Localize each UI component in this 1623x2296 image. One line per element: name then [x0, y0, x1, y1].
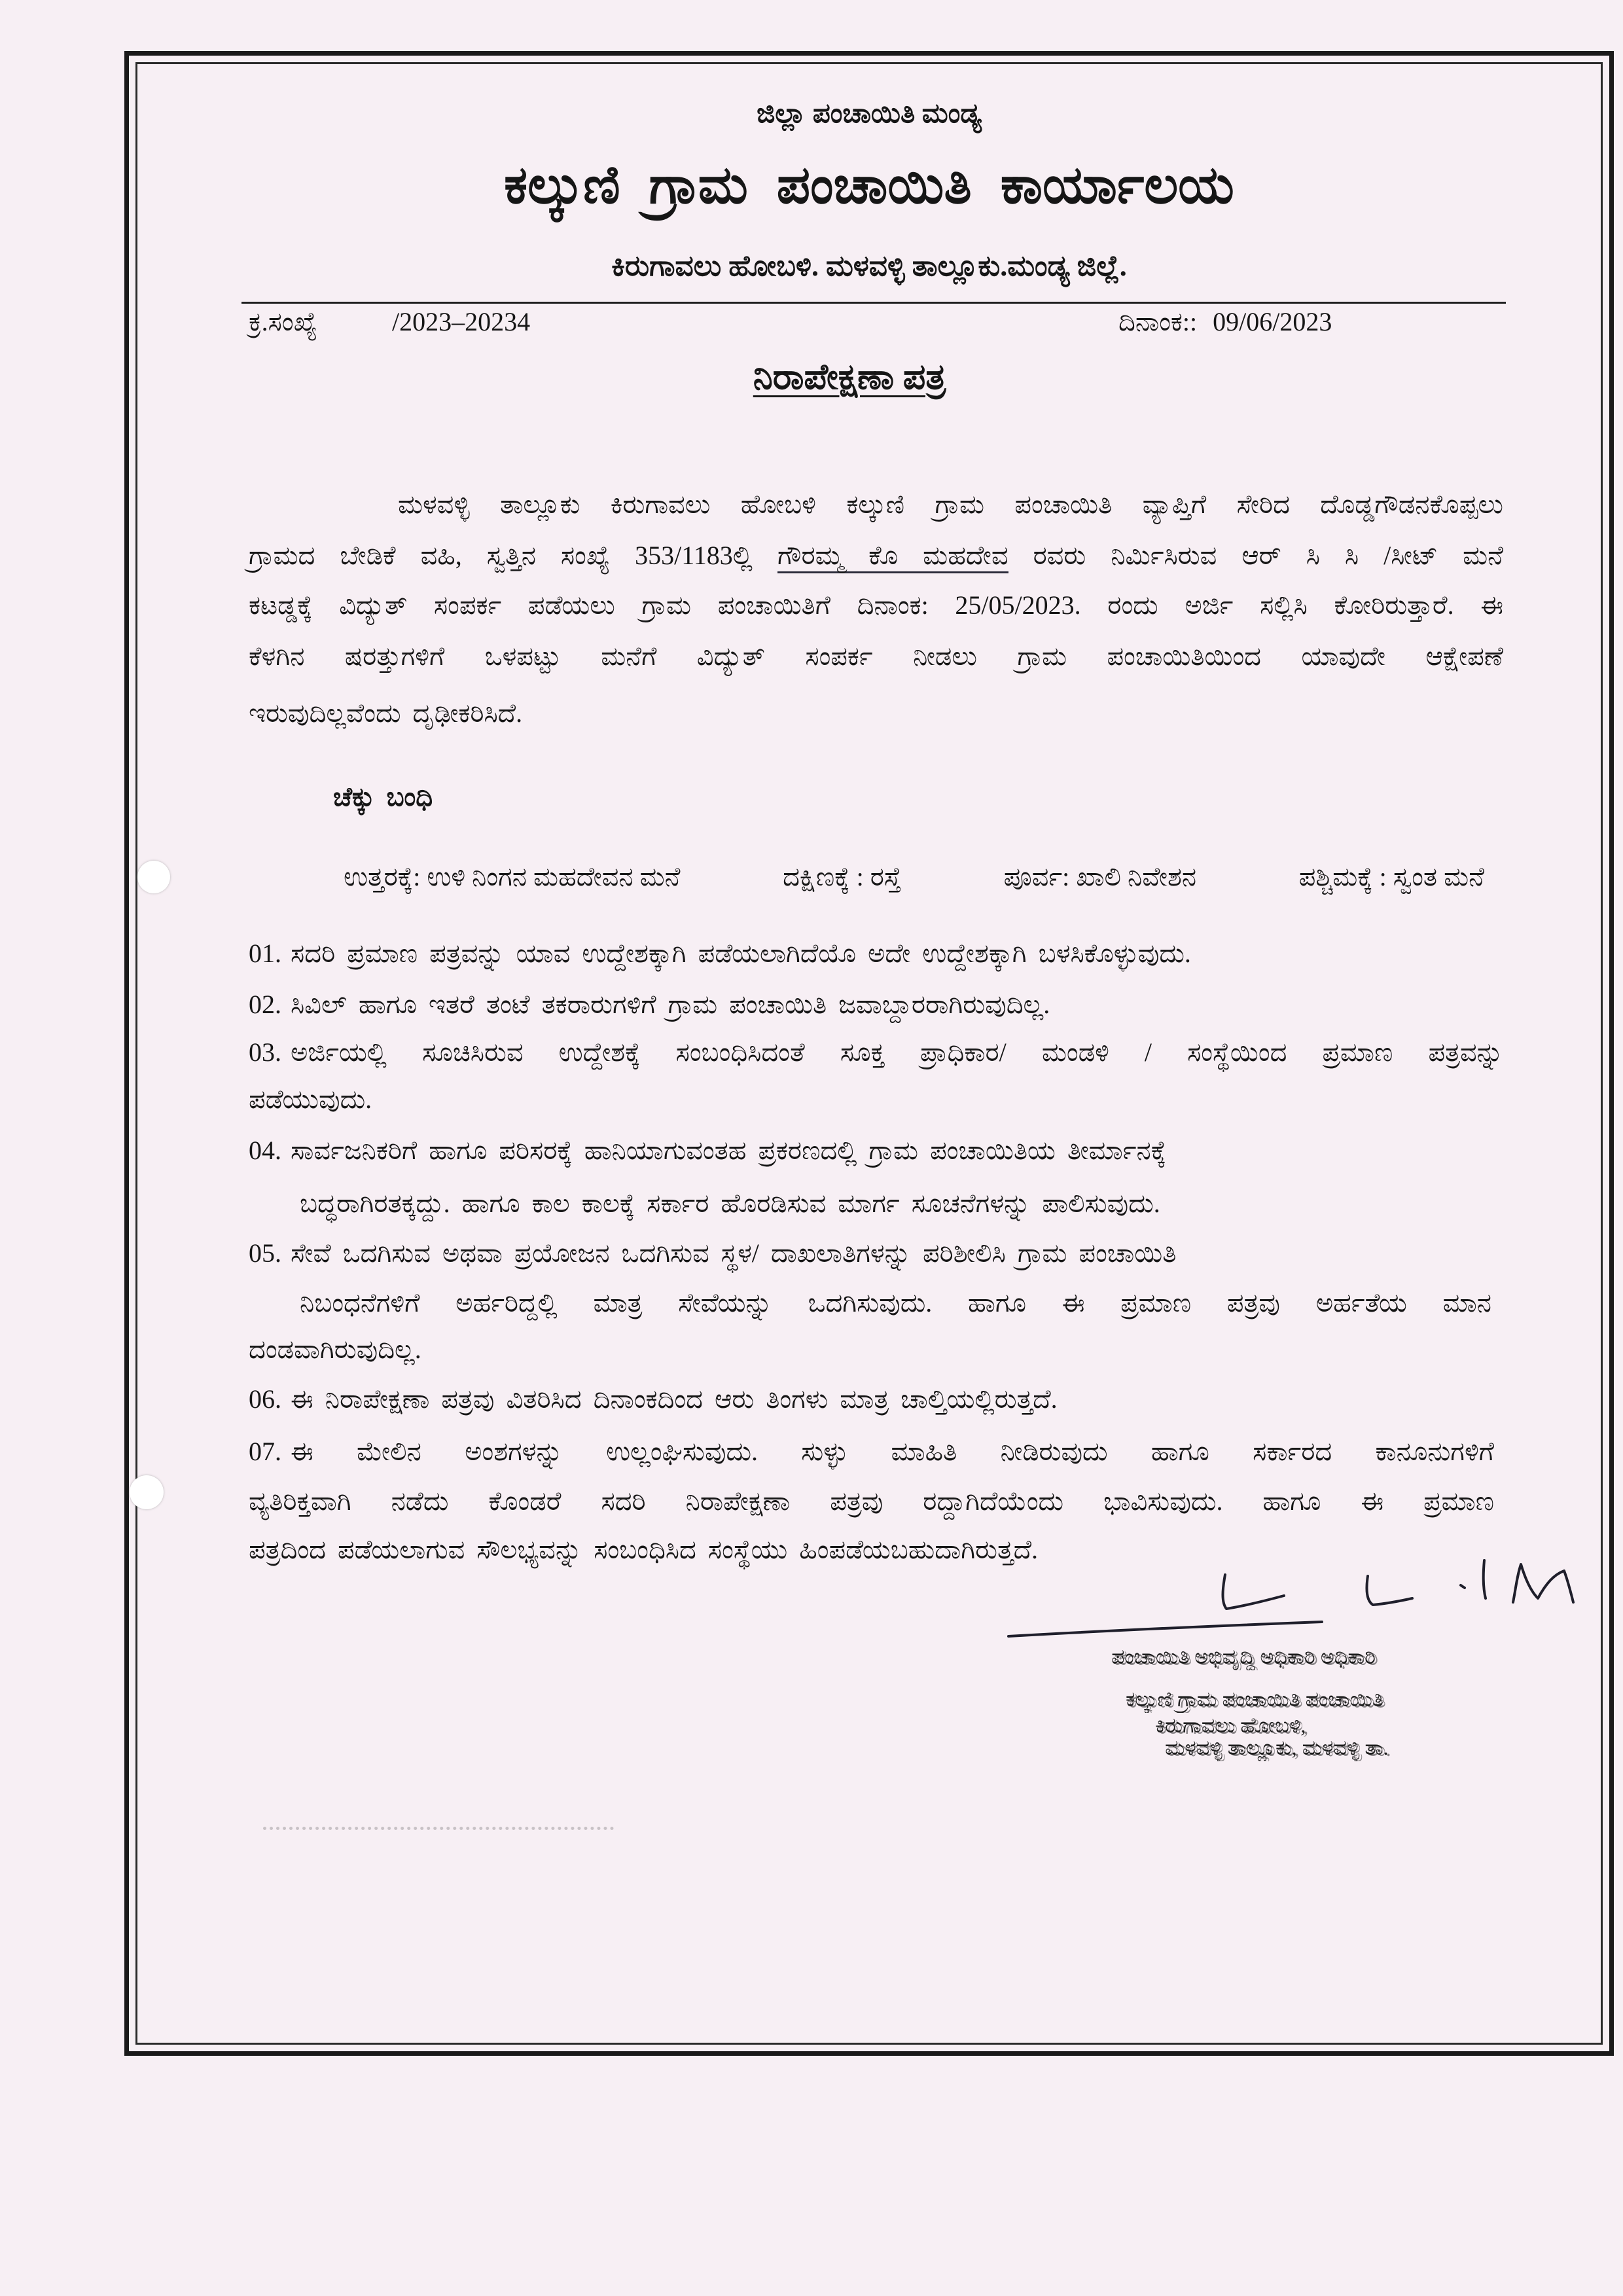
signature-stroke [1513, 1564, 1573, 1602]
date-label: ದಿನಾಂಕ:: [1118, 307, 1198, 336]
office-address: ಕಿರುಗಾವಲು ಹೋಬಳಿ. ಮಳವಳ್ಳಿ ತಾಲ್ಲೂಕು.ಮಂಡ್ಯ ಜಿಲ್ಲೆ. [611, 250, 1127, 282]
condition-text: ಅರ್ಜಿಯಲ್ಲಿ ಸೂಚಿಸಿರುವ ಉದ್ದೇಶಕ್ಕೆ ಸಂಬಂಧಿಸಿದಂತೆ ಸೂಕ್ತ ಪ್ರಾಧಿಕಾರ/ ಮಂಡಳಿ / ಸಂಸ್ಥೆಯಿಂದ ಪ್ರಮಾಣ ಪತ್ರವನ್ನು [291, 1037, 1503, 1067]
office-title: ಕಲ್ಕುಣಿ ಗ್ರಾಮ ಪಂಚಾಯಿತಿ ಕಾರ್ಯಾಲಯ [504, 157, 1234, 215]
condition-05 [249, 1236, 1494, 1270]
condition-text: ಈ ನಿರಾಪೇಕ್ಷಣಾ ಪತ್ರವು ವಿತರಿಸಿದ ದಿನಾಂಕದಿಂದ ಆರು ತಿಂಗಳು ಮಾತ್ರ ಚಾಲ್ತಿಯಲ್ಲಿರುತ್ತದೆ. [291, 1384, 1058, 1414]
condition-text: ಸಾರ್ವಜನಿಕರಿಗೆ ಹಾಗೂ ಪರಿಸರಕ್ಕೆ ಹಾನಿಯಾಗುವಂತಹ ಪ್ರಕರಣದಲ್ಲಿ ಗ್ರಾಮ ಪಂಚಾಯಿತಿಯ ತೀರ್ಮಾನಕ್ಕೆ [291, 1136, 1167, 1165]
condition-07-continued: ವ್ಯತಿರಿಕ್ತವಾಗಿ ನಡೆದು ಕೊಂಡರೆ ಸದರಿ ನಿರಾಪೇಕ್ಷಣಾ ಪತ್ರವು ರದ್ದಾಗಿದೆಯೆಂದು ಭಾವಿಸುವುದು. ಹಾಗೂ ಈ ಪ್ರಮಾಣ [249, 1486, 1494, 1516]
body-line-2 [249, 539, 1503, 573]
condition-07 [249, 1435, 1494, 1469]
signature-stroke [1367, 1576, 1412, 1605]
body-line-2-suffix: ರವರು ನಿರ್ಮಿಸಿರುವ ಆರ್ ಸಿ ಸಿ /ಸೀಟ್ ಮನೆ [1033, 541, 1504, 570]
stamp-line-hobli: ಕಿರುಗಾವಲು ಹೋಬಳಿ, [1155, 1713, 1306, 1737]
condition-03-continued: ಪಡೆಯುವುದು. [249, 1085, 372, 1114]
condition-number: 04. [249, 1136, 281, 1165]
condition-number: 02. [249, 990, 281, 1019]
punch-hole [137, 861, 170, 893]
condition-01 [249, 937, 1494, 971]
reference-number [249, 305, 317, 339]
condition-text: ಸೇವೆ ಒದಗಿಸುವ ಅಥವಾ ಪ್ರಯೋಜನ ಒದಗಿಸುವ ಸ್ಥಳ/ ದಾಖಲಾತಿಗಳನ್ನು ಪರಿಶೀಲಿಸಿ ಗ್ರಾಮ ಪಂಚಾಯಿತಿ [291, 1238, 1177, 1268]
condition-05-continued-2: ದಂಡವಾಗಿರುವುದಿಲ್ಲ. [249, 1335, 421, 1364]
condition-number: 06. [249, 1384, 281, 1414]
stamp-line-designation: ಪಂಚಾಯಿತಿ ಅಭಿವೃದ್ಧಿ ಅಧಿಕಾರಿ ಅಧಿಕಾರಿ [1111, 1645, 1376, 1668]
boundary-south: ದಕ್ಷಿಣಕ್ಕೆ : ರಸ್ತೆ [783, 862, 902, 891]
document-title [654, 354, 1044, 400]
signature [982, 1538, 1603, 1656]
condition-number: 05. [249, 1238, 281, 1268]
condition-number: 03. [249, 1037, 281, 1067]
condition-03 [249, 1035, 1503, 1069]
condition-text: ಈ ಮೇಲಿನ ಅಂಶಗಳನ್ನು ಉಲ್ಲಂಘಿಸುವುದು. ಸುಳ್ಳು ಮಾಹಿತಿ ನೀಡಿರುವುದು ಹಾಗೂ ಸರ್ಕಾರದ ಕಾನೂನುಗಳಿಗೆ [291, 1437, 1494, 1466]
boundary-west: ಪಶ್ಚಿಮಕ್ಕೆ : ಸ್ವಂತ ಮನೆ [1298, 862, 1484, 891]
scan-smudge [263, 1827, 614, 1830]
document-title-text: ನಿರಾಪೇಕ್ಷಣಾ ಪತ್ರ [753, 357, 946, 397]
boundary-east: ಪೂರ್ವ: ಖಾಲಿ ನಿವೇಶನ [1003, 862, 1197, 891]
condition-04 [249, 1134, 1494, 1168]
condition-number: 07. [249, 1437, 281, 1466]
stamp-line-taluk: ಮಳವಳ್ಳಿ ತಾಲ್ಲೂಕು, ಮಳವಳ್ಳಿ ತಾ. [1165, 1736, 1389, 1759]
header-divider [241, 302, 1506, 304]
boundaries-heading: ಚೆಕ್ಕು ಬಂಧಿ [333, 782, 433, 812]
stamp-line-office: ಕಲ್ಕುಣಿ ಗ್ರಾಮ ಪಂಚಾಯಿತಿ ಪಂಚಾಯಿತಿ [1126, 1687, 1383, 1711]
condition-05-continued: ನಿಬಂಧನೆಗಳಿಗೆ ಅರ್ಹರಿದ್ದಲ್ಲಿ ಮಾತ್ರ ಸೇವೆಯನ್ನು ಒದಗಿಸುವುದು. ಹಾಗೂ ಈ ಪ್ರಮಾಣ ಪತ್ರವು ಅರ್ಹತೆಯ ಮಾನ [300, 1288, 1491, 1318]
district-name: ಜಿಲ್ಲಾ ಪಂಚಾಯಿತಿ ಮಂಡ್ಯ [757, 99, 982, 129]
condition-07-continued-2: ಪತ್ರದಿಂದ ಪಡೆಯಲಾಗುವ ಸೌಲಭ್ಯವನ್ನು ಸಂಬಂಧಿಸಿದ ಸಂಸ್ಥೆಯು ಹಿಂಪಡೆಯಬಹುದಾಗಿರುತ್ತದೆ. [249, 1535, 1039, 1564]
reference-date [1118, 305, 1332, 339]
signature-stroke [1008, 1622, 1322, 1636]
date-value: 09/06/2023 [1213, 307, 1332, 336]
body-line-2-prefix: ಗ್ರಾಮದ ಬೇಡಿಕೆ ವಹಿ, ಸ್ವತ್ತಿನ ಸಂಖ್ಯೆ 353/1183ಲ್ಲಿ [249, 541, 753, 570]
body-line-3: ಕಟಡ್ಡಕ್ಕೆ ವಿದ್ಯುತ್ ಸಂಪರ್ಕ ಪಡೆಯಲು ಗ್ರಾಮ ಪಂಚಾಯಿತಿಗೆ ದಿನಾಂಕ: 25/05/2023. ರಂದು ಅರ್ಜಿ ಸಲ್ಲಿಸಿ ಕೋರಿರುತ್ತಾರೆ. ಈ [249, 590, 1503, 620]
reference-number-label: ಕ್ರ.ಸಂಖ್ಯೆ [249, 307, 317, 336]
body-line-5: ಇರುವುದಿಲ್ಲವೆಂದು ದೃಢೀಕರಿಸಿದೆ. [249, 698, 523, 728]
signature-stroke [1223, 1575, 1285, 1609]
signature-stroke [1484, 1560, 1486, 1598]
condition-number: 01. [249, 939, 281, 968]
body-line-4: ಕೆಳಗಿನ ಷರತ್ತುಗಳಿಗೆ ಒಳಪಟ್ಟು ಮನೆಗೆ ವಿದ್ಯುತ್ ಸಂಪರ್ಕ ನೀಡಲು ಗ್ರಾಮ ಪಂಚಾಯಿತಿಯಿಂದ ಯಾವುದೇ ಆಕ್ಷೇಪಣೆ [249, 641, 1503, 671]
boundary-north: ಉತ್ತರಕ್ಕೆ: ಉಳಿ ನಿಂಗನ ಮಹದೇವನ ಮನೆ [344, 862, 681, 891]
condition-04-continued: ಬದ್ಧರಾಗಿರತಕ್ಕದ್ದು. ಹಾಗೂ ಕಾಲ ಕಾಲಕ್ಕೆ ಸರ್ಕಾರ ಹೊರಡಿಸುವ ಮಾರ್ಗ ಸೂಚನೆಗಳನ್ನು ಪಾಲಿಸುವುದು. [300, 1189, 1160, 1218]
condition-text: ಸದರಿ ಪ್ರಮಾಣ ಪತ್ರವನ್ನು ಯಾವ ಉದ್ದೇಶಕ್ಕಾಗಿ ಪಡೆಯಲಾಗಿದೆಯೊ ಅದೇ ಉದ್ದೇಶಕ್ಕಾಗಿ ಬಳಸಿಕೊಳ್ಳುವುದು. [291, 939, 1191, 968]
applicant-name: ಗೌರಮ್ಮ ಕೊ ಮಹದೇವ [777, 541, 1008, 573]
signature-stroke [1461, 1585, 1465, 1588]
condition-02 [249, 988, 1494, 1022]
boundaries-row [344, 860, 1484, 894]
condition-06 [249, 1382, 1494, 1416]
reference-number-value: /2023–20234 [392, 307, 531, 336]
punch-hole [130, 1475, 164, 1509]
condition-text: ಸಿವಿಲ್ ಹಾಗೂ ಇತರೆ ತಂಟೆ ತಕರಾರುಗಳಿಗೆ ಗ್ರಾಮ ಪಂಚಾಯಿತಿ ಜವಾಬ್ದಾರರಾಗಿರುವುದಿಲ್ಲ. [291, 990, 1050, 1019]
body-line-1: ಮಳವಳ್ಳಿ ತಾಲ್ಲೂಕು ಕಿರುಗಾವಲು ಹೋಬಳಿ ಕಲ್ಕುಣಿ ಗ್ರಾಮ ಪಂಚಾಯಿತಿ ವ್ಯಾಪ್ತಿಗೆ ಸೇರಿದ ದೊಡ್ಡಗೌಡನಕೊಪ್ಪಲು [398, 490, 1503, 519]
